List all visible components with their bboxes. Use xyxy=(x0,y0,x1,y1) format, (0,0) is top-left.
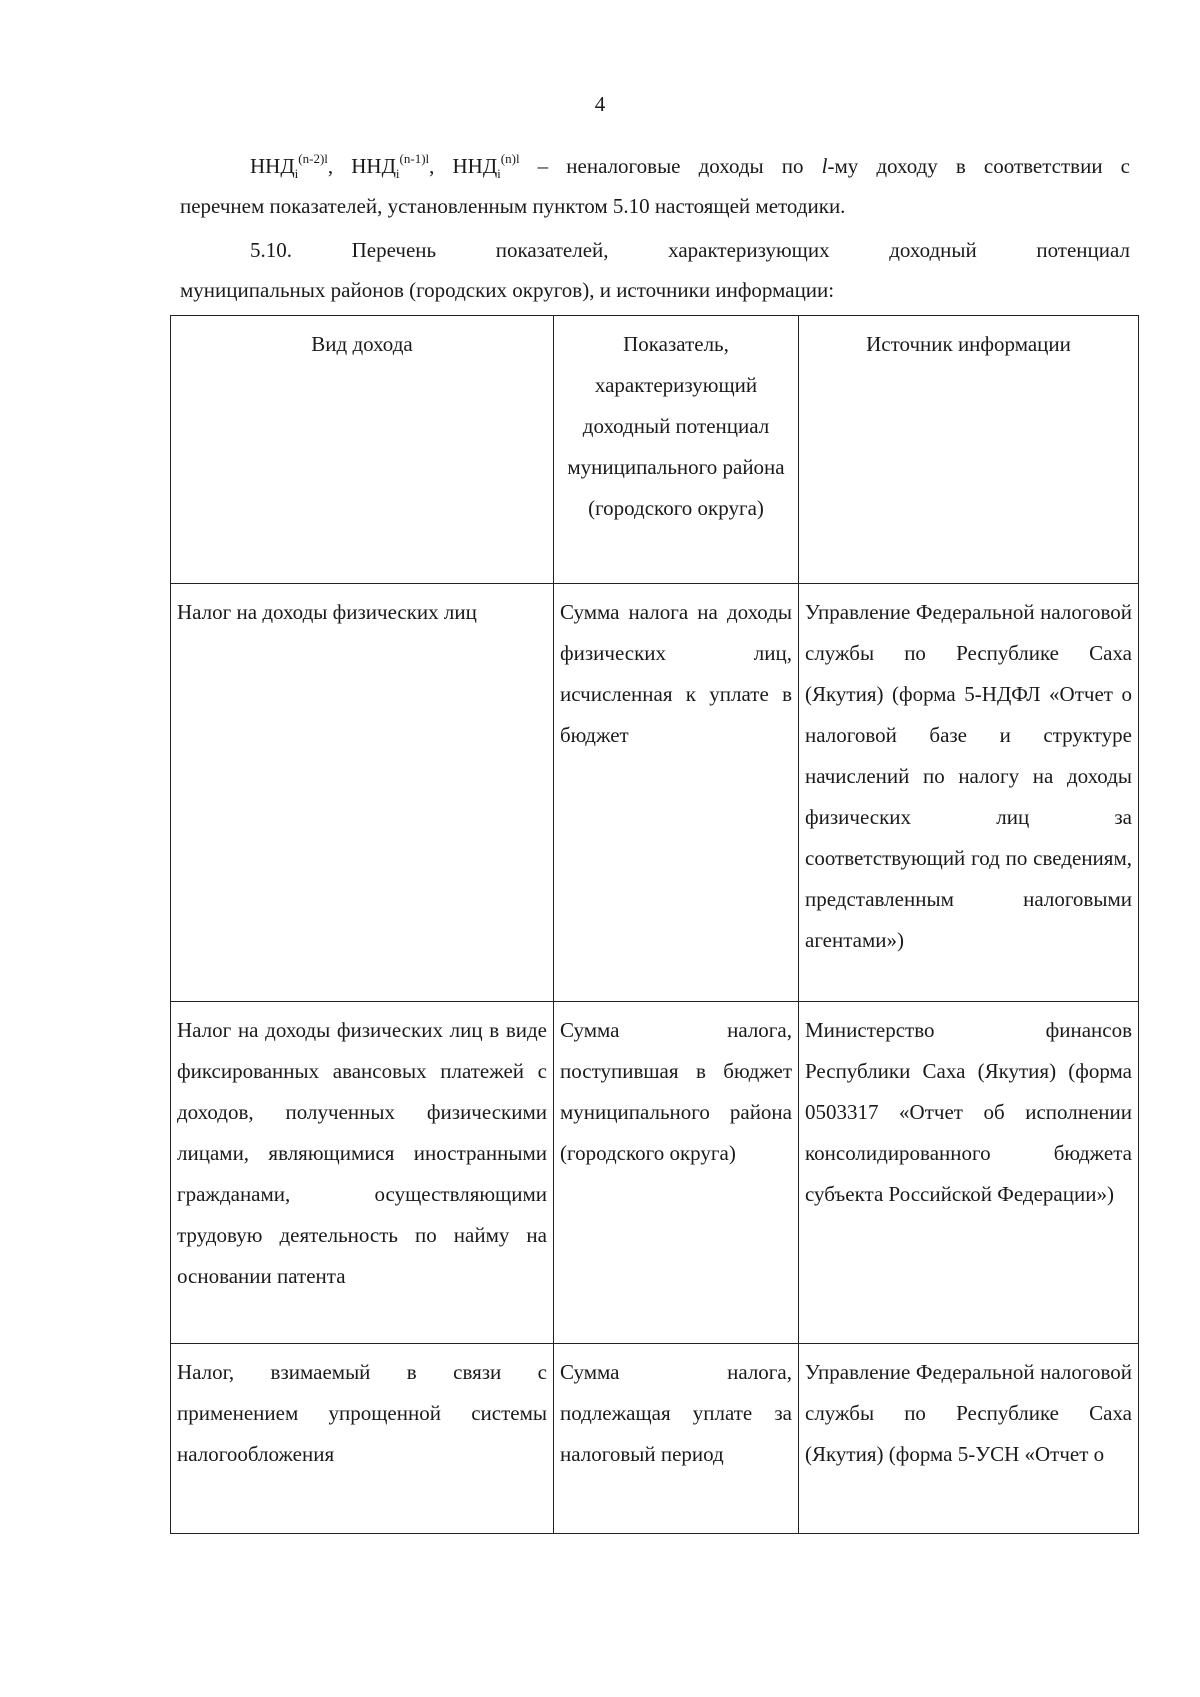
cell-income-type: Налог, взимаемый в связи с применением упрощенной системы налогообложения xyxy=(171,1344,554,1534)
intro-paragraph xyxy=(180,146,1130,226)
indicators-table xyxy=(170,315,1139,1534)
table-header-row xyxy=(171,316,1139,584)
section-5-10-paragraph xyxy=(180,230,1130,310)
header-source: Источник информации xyxy=(799,316,1139,584)
cell-indicator: Сумма налога на доходы физических лиц, исчисленная к уплате в бюджет xyxy=(554,584,799,1002)
cell-source: Управление Федеральной налоговой службы по Республике Саха (Якутия) (форма 5-НДФЛ «Отчет о налоговой базе и структуре начислений по налогу на доходы физических лиц за соответствующий год по сведениям, представленным налоговыми агентами») xyxy=(799,584,1139,1002)
intro-line-1: $ННД_i^{(n-2)l}$, $ННД_i^{(n-1)l}$, $ННД_i^{(n)l}$ – неналоговые доходы по l-му доходу в соответствии с xyxy=(250,151,1130,182)
header-income-type: Вид дохода xyxy=(171,316,554,584)
cell-indicator: Сумма налога, поступившая в бюджет муниципального района (городского округа) xyxy=(554,1002,799,1344)
section-5-10-line-1: 5.10. Перечень показателей, характеризующих доходный потенциал xyxy=(250,238,1130,262)
table-row xyxy=(171,1002,1139,1344)
cell-source: Управление Федеральной налоговой службы по Республике Саха (Якутия) (форма 5-УСН «Отчет о xyxy=(799,1344,1139,1534)
cell-income-type: Налог на доходы физических лиц xyxy=(171,584,554,1002)
intro-line-2: перечнем показателей, установленным пунктом 5.10 настоящей методики. xyxy=(180,194,846,218)
section-5-10-line-2: муниципальных районов (городских округов), и источники информации: xyxy=(180,278,835,302)
cell-indicator: Сумма налога, подлежащая уплате за налоговый период xyxy=(554,1344,799,1534)
cell-income-type: Налог на доходы физических лиц в виде фиксированных авансовых платежей с доходов, полученных физическими лицами, являющимися иностранными гражданами, осуществляющими трудовую деятельность по найму на основании патента xyxy=(171,1002,554,1344)
table-row xyxy=(171,584,1139,1002)
page-number: 4 xyxy=(594,92,606,116)
header-indicator: Показатель, характеризующий доходный потенциал муниципального района (городского округа) xyxy=(554,316,799,584)
cell-source: Министерство финансов Республики Саха (Якутия) (форма 0503317 «Отчет об исполнении консолидированного бюджета субъекта Российской Федерации») xyxy=(799,1002,1139,1344)
table-row xyxy=(171,1344,1139,1534)
